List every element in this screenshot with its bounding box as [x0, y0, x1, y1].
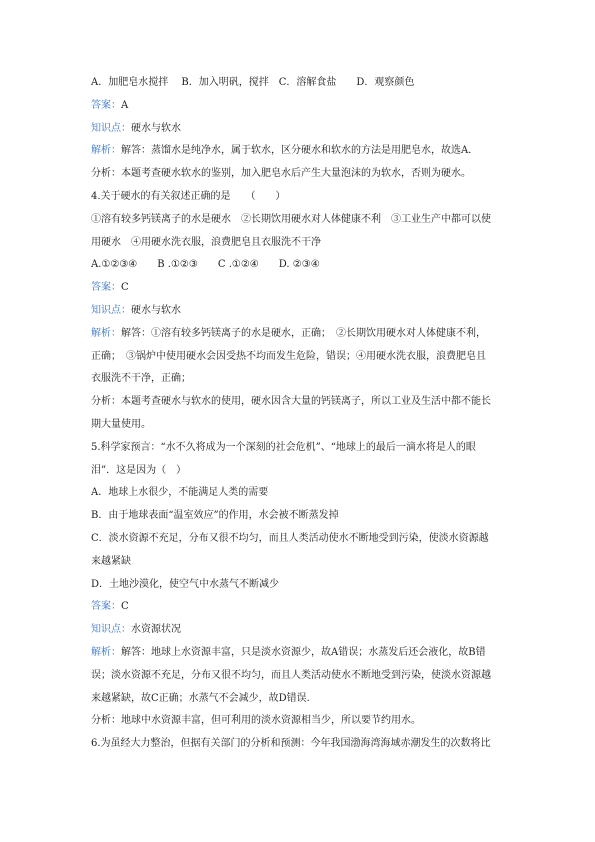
- analysis-label: 解析：: [91, 145, 121, 157]
- q4-statements-1: ①溶有较多钙镁离子的水是硬水 ②长期饮用硬水对人体健康不利 ③工业生产中都可以使: [91, 213, 491, 225]
- q5-fenxi: 分析：地球中水资源丰富，但可利用的淡水资源相当少，所以要节约用水。: [91, 715, 421, 727]
- answer-value: A: [121, 99, 129, 111]
- knowledge-value: 硬水与软水: [131, 304, 181, 316]
- q5-stem-2: 泪”．这是因为（ ）: [91, 464, 187, 476]
- q5-knowledge: [91, 619, 507, 642]
- q5-analysis-1: [91, 642, 507, 665]
- document-content: [91, 72, 507, 756]
- q5-answer: [91, 596, 507, 619]
- knowledge-label: 知识点：: [91, 122, 131, 134]
- q4-stem: 4.关于硬水的有关叙述正确的是 （ ）: [91, 190, 286, 202]
- analysis-text: 解答：地球上水资源丰富，只是淡水资源少，故A错误；水蒸发后还会液化，故B错: [121, 646, 486, 658]
- answer-label: 答案：: [91, 601, 121, 613]
- analysis-label: 解析：: [91, 327, 121, 339]
- q5-analysis-3: 来越紧缺，故C正确；水蒸气不会减少，故D错误．: [91, 692, 317, 704]
- q5-option-c-1: C．淡水资源不充足，分布又很不均匀，而且人类活动使水不断地受到污染，使淡水资源越: [91, 532, 489, 544]
- q3-options: A．加肥皂水搅拌 B．加入明矾，搅拌 C．溶解食盐 D．观察颜色: [91, 77, 415, 88]
- q3-fenxi: 分析：本题考查硬水软水的鉴别，加入肥皂水后产生大量泡沫的为软水，否则为硬水。: [91, 168, 471, 180]
- knowledge-label: 知识点：: [91, 624, 131, 636]
- q4-analysis-1: [91, 323, 507, 346]
- answer-label: 答案：: [91, 282, 121, 294]
- q4-statements-2: 用硬水 ④用硬水洗衣服，浪费肥皂且衣服洗不干净: [91, 236, 321, 248]
- analysis-text: 解答：蒸馏水是纯净水，属于软水，区分硬水和软水的方法是用肥皂水，故选A．: [121, 145, 479, 157]
- answer-label: 答案：: [91, 99, 121, 111]
- q4-options: A.①②③④ B .①②③ C .①②④ D. ②③④: [91, 259, 320, 271]
- q4-fenxi-2: 期大量使用。: [91, 418, 151, 430]
- q5-option-a: A．地球上水很少，不能满足人类的需要: [91, 487, 269, 499]
- q3-analysis: [91, 140, 507, 163]
- q5-stem-1: 5.科学家预言：“水不久将成为一个深刻的社会危机”、“地球上的最后一滴水将是人的眼: [91, 441, 476, 453]
- q5-option-b: B．由于地球表面“温室效应”的作用，水会被不断蒸发掉: [91, 510, 339, 522]
- q4-knowledge: [91, 300, 507, 323]
- analysis-label: 解析：: [91, 646, 121, 658]
- q4-analysis-2: 正确； ③锅炉中使用硬水会因受热不均而发生危险，错误；④用硬水洗衣服，浪费肥皂且: [91, 350, 486, 362]
- q5-option-d: D．土地沙漠化，使空气中水蒸气不断减少: [91, 578, 280, 590]
- q3-answer: [91, 95, 507, 118]
- q4-answer: [91, 277, 507, 300]
- knowledge-value: 硬水与软水: [131, 122, 181, 134]
- knowledge-value: 水资源状况: [131, 624, 181, 636]
- q5-option-c-2: 来越紧缺: [91, 555, 131, 567]
- q6-stem-1: 6.为虽经大力整治，但据有关部门的分析和预测：今年我国渤海湾海域赤潮发生的次数将比: [91, 738, 491, 750]
- knowledge-label: 知识点：: [91, 304, 131, 316]
- analysis-text: 解答：①溶有较多钙镁离子的水是硬水，正确； ②长期饮用硬水对人体健康不利，: [121, 327, 486, 339]
- answer-value: C: [121, 601, 129, 613]
- answer-value: C: [121, 282, 129, 294]
- q3-knowledge: [91, 118, 507, 141]
- q5-analysis-2: 误；淡水资源不充足，分布又很不均匀，而且人类活动使水不断地受到污染，使淡水资源越: [91, 669, 491, 681]
- q4-analysis-3: 衣服洗不干净，正确；: [91, 373, 191, 385]
- q4-fenxi-1: 分析：本题考查硬水与软水的使用，硬水因含大量的钙镁离子，所以工业及生活中都不能长: [91, 396, 491, 408]
